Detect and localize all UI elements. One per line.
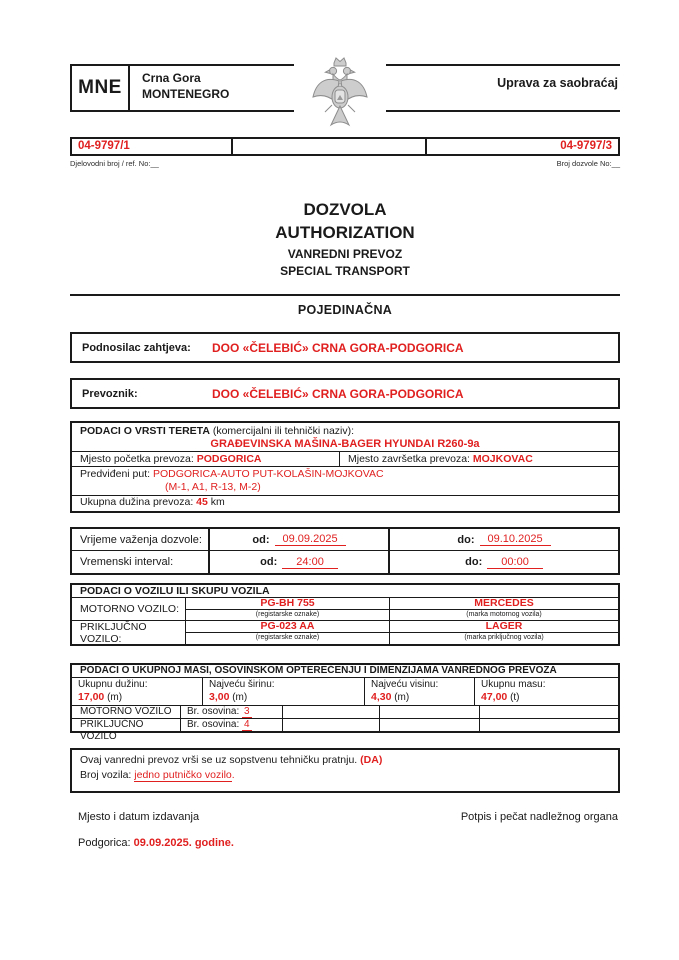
escort-count-value: jedno putničko vozilo — [134, 769, 232, 781]
motor-axles-row — [72, 705, 618, 718]
to-label: do: — [465, 556, 483, 568]
document-subtitle-local: VANREDNI PREVOZ — [287, 247, 403, 261]
ref-caption-right: Broj dozvole No:__ — [556, 159, 620, 168]
dimension-width-unit: (m) — [232, 692, 248, 703]
validity-period-from: 09.09.2025 — [275, 533, 346, 546]
escort-section — [70, 748, 620, 793]
validity-interval-label: Vremenski interval: — [80, 556, 174, 568]
country-name-intl: MONTENEGRO — [142, 86, 230, 101]
ref-caption-left: Djelovodni broj / ref. No:__ — [70, 159, 159, 168]
cargo-route-row — [72, 467, 618, 496]
validity-period-row — [72, 529, 618, 551]
validity-period-label: Vrijeme važenja dozvole: — [80, 533, 202, 546]
trailer-plate-cell — [185, 621, 389, 644]
trailer-vehicle-label: PRIKLJUČNO VOZILO: — [80, 620, 147, 645]
issue-date-line — [78, 837, 234, 849]
validity-interval-to: 00:00 — [487, 556, 543, 569]
motor-vehicle-label: MOTORNO VOZILO: — [80, 603, 179, 615]
document-title-intl: AUTHORIZATION — [275, 223, 415, 242]
dimension-width-cell — [202, 678, 364, 705]
ref-number-left: 04-9797/1 — [72, 139, 233, 154]
cargo-length-unit: km — [210, 496, 225, 508]
vehicle-section — [70, 583, 620, 646]
cargo-places-row — [72, 452, 618, 467]
dimension-mass-unit: (t) — [510, 692, 520, 703]
motor-axles-cell — [180, 706, 282, 718]
motor-make: MERCEDES — [390, 598, 618, 610]
escort-statement-value: (DA) — [360, 754, 383, 766]
document-title-local: DOZVOLA — [303, 200, 387, 219]
escort-statement-line — [80, 753, 610, 768]
motor-plate-caption: (registarske oznake) — [255, 611, 320, 618]
validity-interval-row — [72, 551, 618, 573]
empty-cell — [379, 719, 479, 731]
dimension-mass-cell — [474, 678, 618, 705]
carrier-box — [70, 378, 620, 409]
trailer-axles-cell — [180, 719, 282, 731]
country-names — [142, 71, 229, 102]
cargo-header-row — [72, 423, 618, 452]
trailer-vehicle-row — [72, 621, 618, 644]
trailer-axles-row — [72, 718, 618, 742]
motor-axles-value: 3 — [244, 706, 250, 717]
from-label: od: — [252, 533, 270, 546]
trailer-make-caption: (marka priključnog vozila) — [464, 634, 544, 641]
validity-period-from-cell — [208, 529, 388, 550]
footer-labels — [70, 811, 620, 823]
escort-statement: Ovaj vanredni prevoz vrši se uz sopstvenu tehničku pratnju. — [80, 754, 358, 766]
cargo-length-row — [72, 496, 618, 510]
dimension-mass-label: Ukupnu masu: — [481, 679, 546, 690]
to-label: do: — [457, 533, 475, 546]
cargo-end-label: Mjesto završetka prevoza: — [348, 453, 470, 465]
cargo-section-title: PODACI O VRSTI TERETA — [80, 425, 210, 437]
section-divider — [70, 294, 620, 296]
dimension-width-value: 3,00 — [209, 691, 230, 703]
header-rule-bottom-right — [386, 110, 620, 112]
issue-place-label: Mjesto i datum izdavanja — [78, 811, 200, 823]
escort-count-suffix: . — [231, 769, 235, 781]
motor-plate: PG-BH 755 — [186, 598, 389, 610]
cargo-end-value: MOJKOVAC — [472, 453, 533, 465]
empty-cell — [379, 706, 479, 718]
dimension-height-label: Najveću visinu: — [371, 679, 439, 690]
validity-period-to-cell — [388, 529, 618, 550]
motor-plate-cell — [185, 598, 389, 620]
montenegro-coat-of-arms-icon — [311, 55, 369, 131]
dimension-height-unit: (m) — [394, 692, 410, 703]
trailer-plate-caption: (registarske oznake) — [255, 634, 320, 641]
trailer-axles-vehicle-label: PRIKLJUČNO VOZILO — [80, 719, 144, 742]
trailer-plate: PG-023 AA — [186, 621, 389, 633]
cargo-route-value: PODGORICA-AUTO PUT-KOLAŠIN-MOJKOVAC — [152, 468, 384, 480]
country-name-local: Crna Gora — [142, 71, 201, 85]
issue-date: 09.09.2025. godine. — [133, 837, 234, 849]
ref-number-middle-empty — [233, 139, 427, 154]
escort-count-label: Broj vozila: — [80, 769, 132, 781]
cargo-start-label: Mjesto početka prevoza: — [80, 453, 194, 465]
trailer-make: LAGER — [390, 621, 618, 633]
empty-cell — [282, 706, 379, 718]
cargo-section-note: (komercijalni ili tehnički naziv): — [209, 425, 355, 437]
cargo-length-label: Ukupna dužina prevoza: — [80, 496, 194, 508]
permit-type: POJEDINAČNA — [297, 303, 393, 317]
applicant-box — [70, 332, 620, 363]
validity-period-to: 09.10.2025 — [480, 533, 551, 546]
carrier-label: Prevoznik: — [82, 387, 138, 400]
country-code-box — [70, 64, 130, 112]
cargo-route-label: Predviđeni put: — [80, 468, 151, 480]
cargo-end-cell — [339, 452, 618, 466]
dimension-length-value: 17,00 — [78, 691, 105, 703]
signature-label: Potpis i pečat nadležnog organa — [460, 811, 618, 823]
dimension-length-cell — [72, 678, 202, 705]
cargo-route-roads: (M-1, A1, R-13, M-2) — [165, 481, 261, 493]
dimension-length-unit: (m) — [107, 692, 123, 703]
dimensions-section-title: PODACI O UKUPNOJ MASI, OSOVINSKOM OPTEREĆENJU I DIMENZIJAMA VANREDNOG PREVOZA — [72, 665, 618, 678]
axles-label: Br. osovina: — [187, 706, 240, 717]
escort-count-line — [80, 768, 610, 783]
motor-axles-vehicle-label: MOTORNO VOZILO — [80, 706, 172, 717]
trailer-make-cell — [389, 621, 618, 644]
motor-vehicle-row — [72, 598, 618, 621]
dimension-height-value: 4,30 — [371, 691, 392, 703]
reference-number-strip — [70, 137, 620, 156]
axles-label: Br. osovina: — [187, 719, 240, 730]
from-label: od: — [260, 556, 278, 568]
cargo-section — [70, 421, 620, 513]
ref-number-right: 04-9797/3 — [560, 140, 612, 152]
applicant-label: Podnosilac zahtjeva: — [82, 341, 191, 354]
dimensions-section — [70, 663, 620, 742]
validity-interval-to-cell — [388, 551, 618, 573]
empty-cell — [479, 719, 618, 731]
validity-section — [70, 527, 620, 575]
validity-interval-from: 24:00 — [282, 556, 338, 569]
applicant-value: DOO «ČELEBIĆ» CRNA GORA-PODGORICA — [212, 340, 464, 355]
trailer-axles-value: 4 — [244, 719, 250, 730]
validity-interval-from-cell — [208, 551, 388, 573]
dimensions-values-row — [72, 678, 618, 705]
carrier-value: DOO «ČELEBIĆ» CRNA GORA-PODGORICA — [212, 386, 464, 401]
dimension-height-cell — [364, 678, 474, 705]
dimension-mass-value: 47,00 — [481, 691, 508, 703]
reference-captions — [70, 159, 620, 168]
motor-make-cell — [389, 598, 618, 620]
country-code: MNE — [78, 77, 122, 98]
issue-place: Podgorica: — [78, 837, 131, 849]
issuing-authority: Uprava za saobraćaj — [497, 76, 618, 90]
vehicle-section-title: PODACI O VOZILU ILI SKUPU VOZILA — [72, 585, 618, 598]
cargo-length-value: 45 — [196, 496, 208, 508]
empty-cell — [479, 706, 618, 718]
cargo-start-cell — [72, 452, 339, 466]
motor-make-caption: (marka motornog vozila) — [466, 611, 542, 618]
document-subtitle-intl: SPECIAL TRANSPORT — [280, 264, 410, 278]
empty-cell — [282, 719, 379, 731]
header-rule-top-right — [386, 64, 620, 66]
dimension-length-label: Ukupnu dužinu: — [78, 679, 148, 690]
cargo-name: GRAĐEVINSKA MAŠINA-BAGER HYUNDAI R260-9a — [210, 438, 480, 450]
dimension-width-label: Najveću širinu: — [209, 679, 275, 690]
cargo-start-value: PODGORICA — [196, 453, 262, 465]
